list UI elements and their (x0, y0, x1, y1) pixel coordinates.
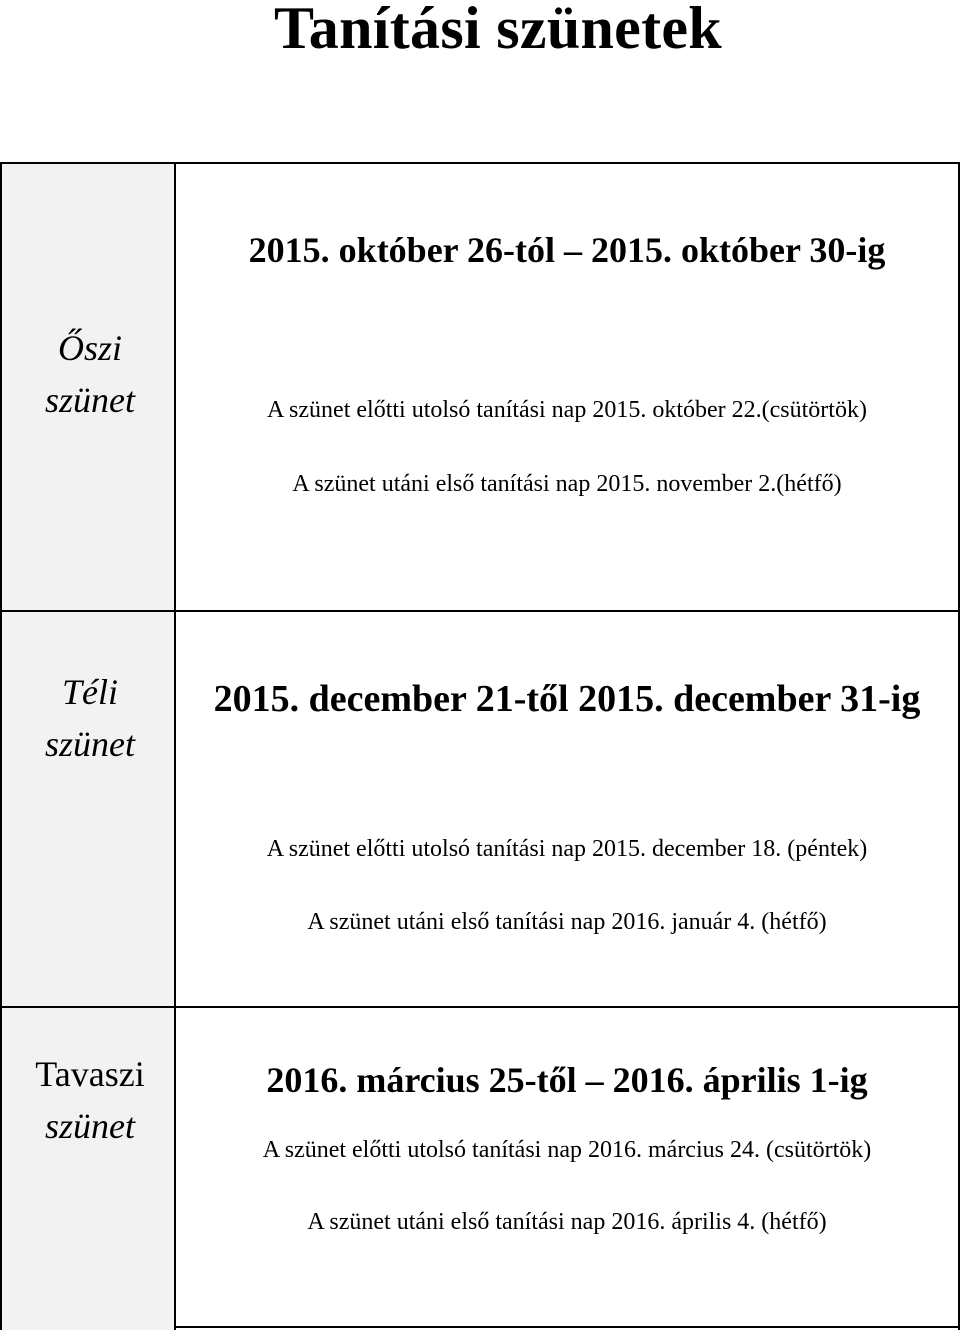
last-school-day: A szünet előtti utolsó tanítási nap 2015. október 22.(csütörtök) (267, 397, 867, 423)
break-label-cell (0, 164, 176, 610)
table-row-winter-break (0, 610, 960, 1006)
last-school-day: A szünet előtti utolsó tanítási nap 2016. március 24. (csütörtök) (262, 1137, 872, 1163)
break-label-line2: szünet (45, 380, 135, 420)
break-label-line1: Tavaszi (35, 1054, 145, 1094)
first-school-day: A szünet utáni első tanítási nap 2016. január 4. (hétfő) (307, 909, 827, 935)
break-label (2, 1048, 178, 1152)
breaks-table (0, 162, 960, 1328)
break-label-cell (0, 612, 176, 1006)
break-label-line1: Őszi (57, 328, 123, 368)
break-label (2, 666, 178, 770)
break-content-cell (176, 612, 960, 1006)
break-label-line1: Téli (61, 672, 118, 712)
first-school-day: A szünet utáni első tanítási nap 2015. november 2.(hétfő) (292, 471, 842, 497)
break-label (2, 322, 178, 426)
break-label-line2: szünet (45, 724, 135, 764)
break-date-range: 2016. március 25-től – 2016. április 1-ig (266, 1060, 868, 1100)
break-label-line2: szünet (45, 1106, 135, 1146)
table-row-spring-break (0, 1006, 960, 1330)
break-date-range: 2015. október 26-tól – 2015. október 30-ig (248, 230, 886, 270)
break-label-cell (0, 1008, 176, 1330)
table-row-autumn-break (0, 164, 960, 610)
break-date-range: 2015. december 21-től 2015. december 31-ig (213, 678, 921, 720)
page-title: Tanítási szünetek (274, 0, 722, 61)
break-content-cell (176, 164, 960, 610)
last-school-day: A szünet előtti utolsó tanítási nap 2015. december 18. (péntek) (266, 836, 868, 862)
break-content-cell (176, 1008, 960, 1330)
first-school-day: A szünet utáni első tanítási nap 2016. április 4. (hétfő) (307, 1209, 827, 1235)
